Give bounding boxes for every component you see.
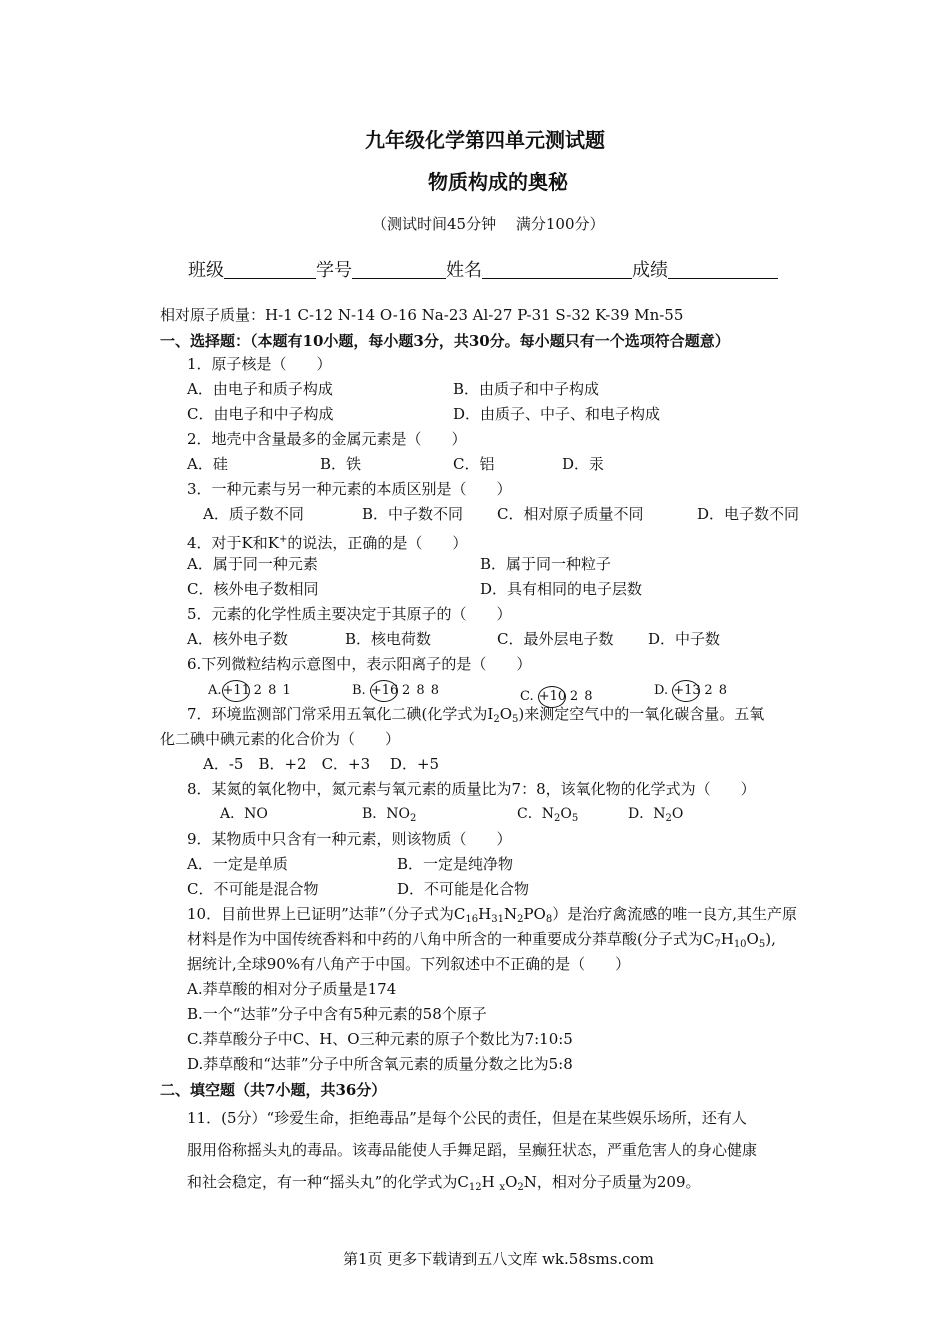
page-subtitle: 物质构成的奥秘 xyxy=(428,170,568,194)
page-footer: 第1页 更多下载请到五八文库 wk.58sms.com xyxy=(343,1250,654,1268)
q6-diagram-a: A.+11 2 8 1 xyxy=(208,680,292,702)
score-label: 成绩 xyxy=(632,260,668,281)
q10-option-c: C.莽草酸分子中C、H、O三种元素的原子个数比为7:10:5 xyxy=(187,1030,573,1048)
q4-option-a: A．属于同一种元素 xyxy=(187,555,318,573)
q6-diagram-b: B. +16 2 8 8 xyxy=(352,680,440,702)
q9-option-b: B．一定是纯净物 xyxy=(397,855,514,873)
q6-stem: 6.下列微粒结构示意图中，表示阳离子的是（ ） xyxy=(187,655,532,673)
q10-stem-line1: 10．目前世界上已证明”达菲”（分子式为$C_{16}H_{31}N_2PO_8$）是治疗禽流感的唯一良方,其生产原 xyxy=(187,905,798,925)
q5-option-b: B．核电荷数 xyxy=(345,630,432,648)
q8-stem: 8．某氮的氧化物中，氮元素与氧元素的质量比为7：8，该氧化物的化学式为（ ） xyxy=(187,780,756,798)
q4-option-d: D．具有相同的电子层数 xyxy=(480,580,643,598)
q11-line2: 服用俗称摇头丸的毒品。该毒品能使人手舞足蹈，呈癫狂状态，严重危害人的身心健康 xyxy=(187,1141,758,1159)
q9-option-c: C．不可能是混合物 xyxy=(187,880,319,898)
q5-option-d: D．中子数 xyxy=(648,630,721,648)
q6-diagram-c: C. +10 2 8 xyxy=(520,680,594,708)
q2-option-d: D．汞 xyxy=(562,455,605,473)
q5-stem: 5．元素的化学性质主要决定于其原子的（ ） xyxy=(187,605,512,623)
q10-option-a: A.莽草酸的相对分子质量是174 xyxy=(187,980,397,998)
class-blank[interactable] xyxy=(224,260,316,279)
q10-stem-line3: 据统计,全球90%有八角产于中国。下列叙述中不正确的是（ ） xyxy=(187,955,631,973)
q7-options: A．-5 B．+2 C．+3 D．+5 xyxy=(203,755,440,773)
id-label: 学号 xyxy=(316,260,352,281)
id-blank[interactable] xyxy=(352,260,446,279)
q8-option-a: A．NO xyxy=(220,806,268,822)
q9-option-a: A．一定是单质 xyxy=(187,855,288,873)
q2-option-a: A．硅 xyxy=(187,455,228,473)
q8-option-b: B．$NO_2$ xyxy=(362,806,417,824)
q11-line3: 和社会稳定，有一种“摇头丸”的化学式为$C_{12}H$ $_xO_2N$，相对分子质量为209。 xyxy=(187,1173,701,1193)
q1-stem: 1．原子核是（ ） xyxy=(187,355,332,373)
q3-option-b: B．中子数不同 xyxy=(362,505,464,523)
q9-option-d: D．不可能是化合物 xyxy=(397,880,530,898)
q1-option-d: D．由质子、中子、和电子构成 xyxy=(453,405,661,423)
nucleus-icon: +16 xyxy=(370,680,398,702)
q11-line1: 11．(5分）“珍爱生命，拒绝毒品”是每个公民的责任，但是在某些娱乐场所，还有人 xyxy=(187,1109,747,1127)
q8-option-d: D．$N_2O$ xyxy=(628,806,684,824)
q6-diagram-d: D. +13 2 8 xyxy=(654,680,728,702)
q2-stem: 2．地壳中含量最多的金属元素是（ ） xyxy=(187,430,467,448)
q3-option-a: A．质子数不同 xyxy=(203,505,304,523)
q4-stem: 4．对于K和K+的说法，正确的是（ ） xyxy=(187,534,468,552)
q10-stem-line2: 材料是作为中国传统香料和中药的八角中所含的一种重要成分莽草酸(分子式为$C_7H_{10}O_5$), xyxy=(187,930,776,950)
q4-option-c: C．核外电子数相同 xyxy=(187,580,319,598)
q4-option-b: B．属于同一种粒子 xyxy=(480,555,612,573)
page-title: 九年级化学第四单元测试题 xyxy=(365,128,605,152)
q7-stem-cont: 化二碘中碘元素的化合价为（ ） xyxy=(160,730,401,748)
atomic-masses: 相对原子质量：H-1 C-12 N-14 O-16 Na-23 Al-27 P-31 S-32 K-39 Mn-55 xyxy=(160,306,684,324)
section2-heading: 二、填空题（共7小题，共36分） xyxy=(160,1081,387,1099)
class-label: 班级 xyxy=(188,260,224,281)
q1-option-a: A．由电子和质子构成 xyxy=(187,380,333,398)
q2-option-c: C．铝 xyxy=(453,455,495,473)
q3-stem: 3．一种元素与另一种元素的本质区别是（ ） xyxy=(187,480,512,498)
name-blank[interactable] xyxy=(482,260,632,279)
q5-option-c: C．最外层电子数 xyxy=(497,630,614,648)
name-label: 姓名 xyxy=(446,260,482,281)
q7-stem: 7．环境监测部门常采用五氧化二碘(化学式为$I_2O_5$)来测定空气中的一氧化碳含量。五氧 xyxy=(187,705,765,725)
q1-option-b: B．由质子和中子构成 xyxy=(453,380,600,398)
nucleus-icon: +11 xyxy=(222,680,250,702)
q10-option-d: D.莽草酸和“达菲”分子中所含氧元素的质量分数之比为5:8 xyxy=(187,1055,573,1073)
q2-option-b: B．铁 xyxy=(320,455,362,473)
student-info-row xyxy=(188,256,778,282)
nucleus-icon: +13 xyxy=(672,680,700,702)
q3-option-c: C．相对原子质量不同 xyxy=(497,505,644,523)
q3-option-d: D．电子数不同 xyxy=(697,505,800,523)
q10-option-b: B.一个“达菲”分子中含有5种元素的58个原子 xyxy=(187,1005,487,1023)
q9-stem: 9．某物质中只含有一种元素，则该物质（ ） xyxy=(187,830,512,848)
exam-info: （测试时间45分钟 满分100分） xyxy=(372,215,605,233)
q8-option-c: C．$N_2O_5$ xyxy=(517,806,579,824)
q1-option-c: C．由电子和中子构成 xyxy=(187,405,334,423)
q5-option-a: A．核外电子数 xyxy=(187,630,288,648)
score-blank[interactable] xyxy=(668,260,778,279)
nucleus-icon: +10 xyxy=(538,686,566,708)
section1-heading: 一、选择题：（本题有10小题，每小题3分，共30分。每小题只有一个选项符合题意） xyxy=(160,332,730,350)
